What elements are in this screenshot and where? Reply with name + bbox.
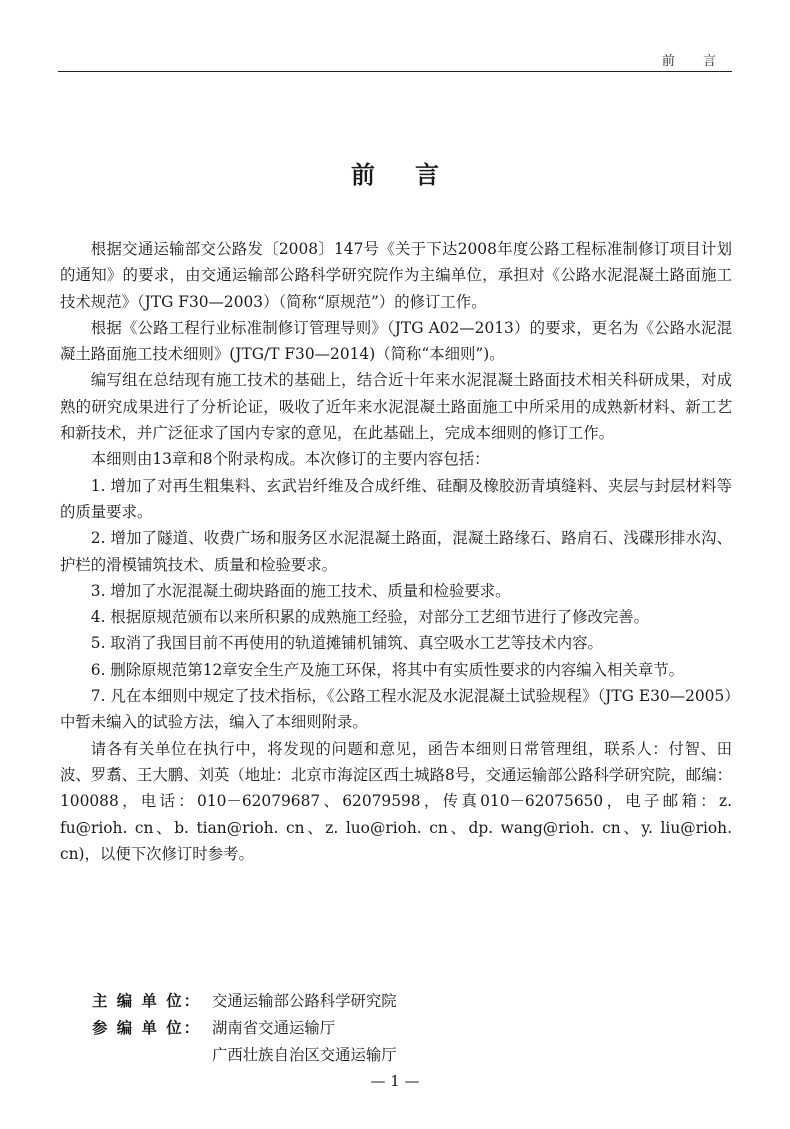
participating-editor-label: 参 编 单 位：	[92, 1019, 202, 1037]
paragraph: 2. 增加了隧道、收费广场和服务区水泥混凝土路面，混凝土路缘石、路肩石、浅碟形排水沟、护栏的滑模铺筑技术、质量和检验要求。	[60, 529, 732, 574]
running-header: 前 言	[661, 54, 728, 69]
chief-editor-row	[92, 988, 397, 1015]
body-text	[60, 236, 732, 867]
page-number: — 1 —	[370, 1072, 420, 1090]
paragraph: 根据交通运输部交公路发〔2008〕147号《关于下达2008年度公路工程标准制修订项目计划的通知》的要求，由交通运输部公路科学研究院作为主编单位，承担对《公路水泥混凝土路面施工技术规范》（JTG F30—2003）（简称“原规范”）的修订工作。	[60, 240, 732, 311]
participating-editor-row	[92, 1015, 397, 1042]
paragraph: 6. 删除原规范第12章安全生产及施工环保，将其中有实质性要求的内容编入相关章节。	[90, 660, 685, 679]
participating-editor-row	[92, 1042, 397, 1069]
paragraph: 根据《公路工程行业标准制修订管理导则》（JTG A02—2013）的要求，更名为《公路水泥混凝土路面施工技术细则》(JTG/T F30—2014)（简称“本细则”)。	[60, 318, 732, 364]
chief-editor-unit: 交通运输部公路科学研究院	[212, 992, 397, 1010]
paragraph: 1. 增加了对再生粗集料、玄武岩纤维及合成纤维、硅酮及橡胶沥青填缝料、夹层与封层材料等的质量要求。	[60, 476, 732, 521]
participating-unit: 湖南省交通运输厅	[212, 1019, 336, 1037]
paragraph: 4. 根据原规范颁布以来所积累的成熟施工经验，对部分工艺细节进行了修改完善。	[90, 608, 650, 627]
paragraph: 编写组在总结现有施工技术的基础上，结合近十年来水泥混凝土路面技术相关科研成果，对成熟的研究成果进行了分析论证，吸收了近年来水泥混凝土路面施工中所采用的成熟新材料、新工艺和新技术，并广泛征求了国内专家的意见，在此基础上，完成本细则的修订工作。	[60, 371, 732, 443]
paragraph: 请各有关单位在执行中，将发现的问题和意见，函告本细则日常管理组，联系人：付智、田波、罗翥、王大鹏、刘英（地址：北京市海淀区西土城路8号，交通运输部公路科学研究院，邮编：100088，电话：010－62079687、62079598，传真010－62075650，电子邮箱：z. fu@rioh. cn、b. tian@rioh. cn、z. luo@rioh. cn、dp. wang@rioh. cn、y. liu@rioh. cn)，以便下次修订时参考。	[60, 739, 732, 863]
header-rule	[58, 71, 732, 72]
chief-editor-label: 主 编 单 位：	[92, 992, 202, 1010]
page-title: 前言	[351, 161, 479, 189]
paragraph: 本细则由13章和8个附录构成。本次修订的主要内容包括：	[90, 450, 490, 469]
paragraph: 7. 凡在本细则中规定了技术指标，《公路工程水泥及水泥混凝土试验规程》（JTG E30—2005）中暂未编入的试验方法，编入了本细则附录。	[60, 687, 732, 732]
paragraph: 3. 增加了水泥混凝土砌块路面的施工技术、质量和检验要求。	[90, 581, 511, 600]
editors-block	[92, 988, 397, 1069]
paragraph: 5. 取消了我国目前不再使用的轨道摊铺机铺筑、真空吸水工艺等技术内容。	[90, 634, 603, 653]
participating-unit: 广西壮族自治区交通运输厅	[212, 1046, 397, 1064]
